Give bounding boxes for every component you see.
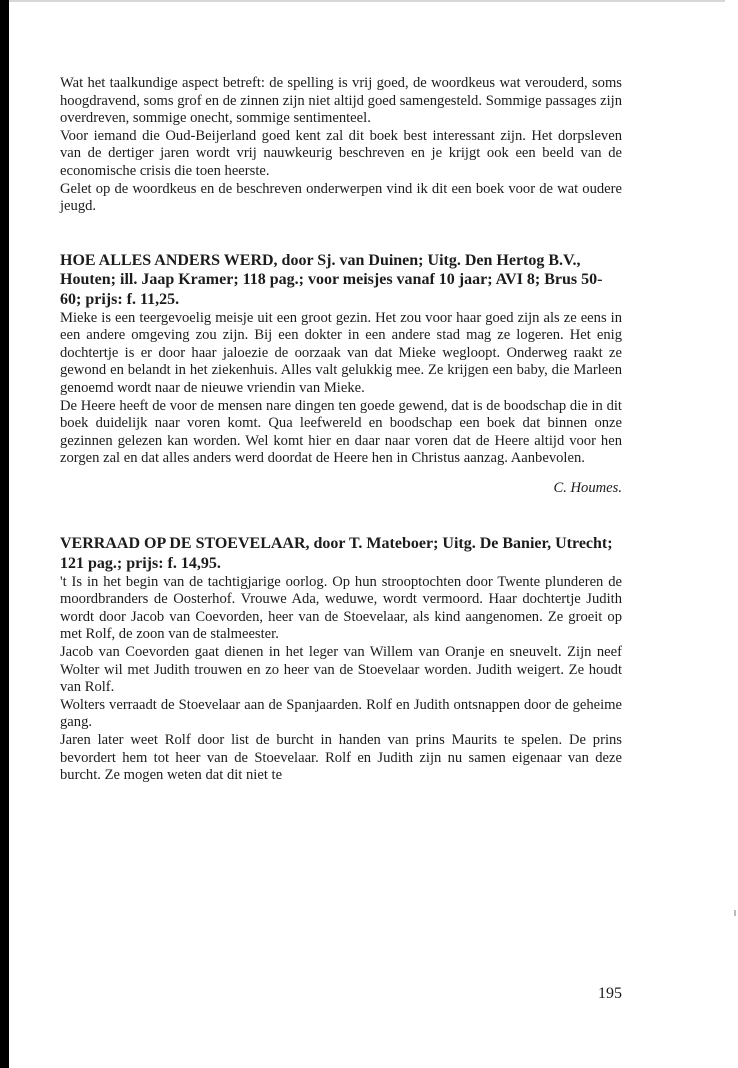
reviewer-name: C. Houmes. [553, 479, 622, 496]
review-heading: HOE ALLES ANDERS WERD, door Sj. van Duinen; Uitg. Den Hertog B.V., Houten; ill. Jaap Kramer; 118 pag.; voor meisjes vanaf 10 jaar; AVI 8; Brus 50-60; prijs: f. 11,25. [60, 251, 603, 308]
intro-paragraph: Gelet op de woordkeus en de beschreven onderwerpen vind ik dit een boek voor de wat oudere jeugd. [60, 180, 622, 215]
review-paragraph: Jaren later weet Rolf door list de burcht in handen van prins Maurits te spelen. De prins bevordert hem tot heer van de Stoevelaar. Rolf en Judith zijn nu samen eigenaar van deze burcht. Ze mogen weten dat dit niet te [60, 732, 622, 784]
intro-paragraph: Wat het taalkundige aspect betreft: de spelling is vrij goed, de woordkeus wat verouderd, soms hoogdravend, soms grof en de zinnen zijn niet altijd goed samengesteld. Sommige passages zijn overdreven, sommige onecht, sommige sentimenteel. [60, 75, 622, 127]
review-paragraph: 't Is in het begin van de tachtigjarige oorlog. Op hun strooptochten door Twente plunderen de moordbranders de Oosterhof. Vrouwe Ada, weduwe, wordt vermoord. Haar dochtertje Judith wordt door Jacob van Coevorden, heer van de Stoevelaar, als kind aangenomen. Ze groeit op met Rolf, de zoon van de stalmeester. [60, 573, 622, 643]
review-paragraph: Jacob van Coevorden gaat dienen in het leger van Willem van Oranje en sneuvelt. Zijn neef Wolter wil met Judith trouwen en zo heer van de Stoevelaar worden. Judith weigert. Ze houdt van Rolf. [60, 644, 622, 696]
review-hoe-alles-anders-werd [60, 251, 622, 498]
review-heading: VERRAAD OP DE STOEVELAAR, door T. Mateboer; Uitg. De Banier, Utrecht; 121 pag.; prijs: f. 14,95. [60, 535, 613, 573]
intro-section [60, 75, 622, 216]
review-paragraph: De Heere heeft de voor de mensen nare dingen ten goede gewend, dat is de boodschap die in dit boek duidelijk naar voren komt. Qua leefwereld en boodschap een boek dat binnen onze gezinnen gelezen kan worden. Wel komt hier en daar naar voren dat de Heere altijd voor hen zorgen zal en dat alles anders werd doordat de Heere hen in Christus aanzag. Aanbevolen. [60, 397, 622, 467]
page-number: 195 [598, 985, 622, 1002]
binding-edge [0, 0, 9, 1068]
intro-paragraph: Voor iemand die Oud-Beijerland goed kent zal dit boek best interessant zijn. Het dorpsleven van de dertiger jaren wordt vrij nauwkeurig beschreven en je krijgt ook een beeld van de economische crisis die toen heerste. [60, 127, 622, 179]
page-top-edge [9, 0, 725, 2]
review-paragraph: Mieke is een teergevoelig meisje uit een groot gezin. Het zou voor haar goed zijn als ze eens in een andere omgeving zou zijn. Bij een dokter in een andere stad mag ze logeren. Het enig dochtertje is er door haar jaloezie de oorzaak van dat Mieke wegloopt. Onderweg raakt ze gewond en belandt in het ziekenhuis. Alles valt gelukkig mee. Ze krijgen een baby, die Marleen genoemd wordt naar de nieuwe vriendin van Mieke. [60, 309, 622, 396]
review-verraad-op-de-stoevelaar [60, 534, 622, 784]
review-paragraph: Wolters verraadt de Stoevelaar aan de Spanjaarden. Rolf en Judith ontsnappen door de geheime gang. [60, 696, 622, 731]
margin-mark [734, 910, 736, 916]
page-content [60, 75, 622, 785]
